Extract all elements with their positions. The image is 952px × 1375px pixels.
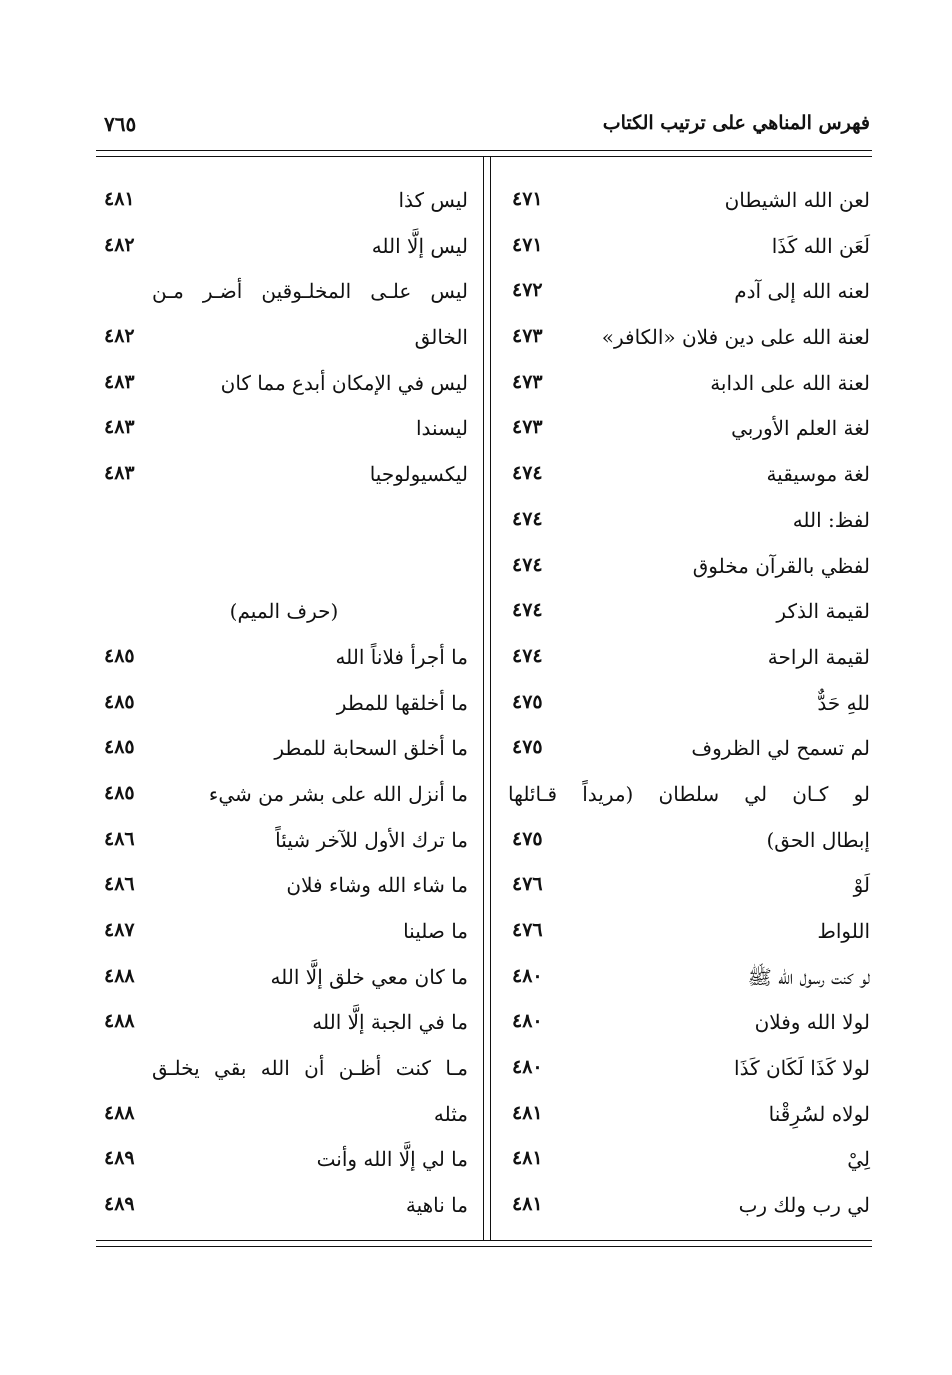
entry-text: ما أخلقها للمطر	[336, 690, 468, 715]
index-entry	[508, 230, 870, 276]
index-entry	[508, 1098, 870, 1144]
index-entry	[508, 1052, 870, 1098]
entry-page-number: ٤٨٢	[104, 325, 135, 348]
entry-text: ما كان معي خلق إلَّا الله	[270, 964, 468, 989]
index-entry	[100, 367, 468, 413]
index-entry	[508, 275, 870, 321]
index-entry	[100, 275, 468, 321]
index-entry	[100, 869, 468, 915]
index-entry	[508, 367, 870, 413]
entry-text: لفظي بالقرآن مخلوق	[692, 553, 870, 578]
entry-text: لغة موسيقية	[766, 462, 870, 487]
index-entry	[100, 778, 468, 824]
entry-page-number: ٤٨٠	[512, 1056, 543, 1079]
index-entry	[100, 1189, 468, 1235]
index-entry	[508, 184, 870, 230]
entry-page-number: ٤٧٣	[512, 416, 543, 439]
index-entry	[100, 1098, 468, 1144]
index-entry	[100, 595, 468, 641]
index-entry	[100, 915, 468, 961]
entry-page-number: ٤٧٤	[512, 599, 543, 622]
entry-page-number: ٤٨٣	[104, 462, 135, 485]
entry-text: لولا كَذَا لَكَان كَذَا	[734, 1056, 870, 1081]
index-entry	[508, 778, 870, 824]
entry-text: اللواط	[817, 919, 870, 943]
index-entry	[100, 732, 468, 778]
entry-page-number: ٤٨٣	[104, 370, 135, 393]
entry-text: ليكسيولوجيا	[369, 462, 468, 487]
entry-text: ليسندا	[415, 416, 468, 441]
entry-text: لغة العلم الأوربي	[731, 416, 870, 441]
section-heading: (حرف الميم)	[229, 599, 339, 624]
entry-page-number: ٤٧١	[512, 188, 543, 210]
index-entry	[508, 687, 870, 733]
entry-page-number: ٤٨٥	[104, 690, 135, 713]
index-entry	[508, 1006, 870, 1052]
entry-text: لفظ: الله	[792, 507, 870, 532]
entry-page-number: ٤٨٩	[104, 1147, 135, 1170]
index-entry	[508, 412, 870, 458]
entry-text: للهِ حَدٌّ	[817, 690, 870, 715]
entry-page-number: ٤٨٠	[512, 1010, 543, 1033]
entry-text: لو كنت رسول الله ﷺ	[747, 964, 870, 989]
entry-text: ما شاء الله وشاء فلان	[286, 873, 468, 898]
running-title: فهرس المناهي على ترتيب الكتاب	[602, 112, 870, 134]
entry-page-number: ٤٨٥	[104, 736, 135, 759]
entry-text: ما أجرأ فلاناً الله	[335, 644, 468, 669]
entry-text: الخالق	[414, 325, 468, 350]
entry-page-number: ٤٨٠	[512, 964, 543, 987]
index-entry	[508, 458, 870, 504]
entry-text: ليس علـى المخلـوقين أضـر مـن	[152, 279, 468, 304]
entry-page-number: ٤٧٤	[512, 644, 543, 667]
index-entry	[100, 550, 468, 596]
index-entry	[508, 961, 870, 1007]
entry-page-number: ٤٧٦	[512, 873, 543, 896]
entry-page-number: ٤٨٨	[104, 1101, 135, 1124]
footer-rule-double	[96, 1246, 872, 1247]
entry-text: ليس كذا	[398, 188, 468, 212]
entry-page-number: ٤٨٨	[104, 1010, 135, 1033]
entry-page-number: ٤٧٤	[512, 507, 543, 530]
entry-text: لقيمة الراحة	[767, 644, 870, 669]
index-entry	[508, 1143, 870, 1189]
entry-text: لَعَن الله كَذَا	[771, 233, 870, 258]
entry-text: لعنه الله إلى آدم	[734, 279, 870, 304]
entry-text: ما ترك الأول للآخر شيئاً	[275, 827, 468, 852]
index-entry	[508, 321, 870, 367]
entry-page-number: ٤٧٥	[512, 827, 543, 850]
entry-page-number: ٤٨١	[512, 1101, 543, 1124]
index-entry	[508, 824, 870, 870]
entry-page-number: ٤٧٦	[512, 919, 543, 941]
entry-page-number: ٤٧٥	[512, 736, 543, 759]
entry-page-number: ٤٨٨	[104, 964, 135, 987]
column-divider-double	[490, 156, 491, 1240]
entry-page-number: ٤٨٣	[104, 416, 135, 439]
entry-text: ليس في الإمكان أبدع مما كان	[220, 370, 468, 395]
entry-text: لعن الله الشيطان	[724, 188, 870, 212]
entry-page-number: ٤٧٥	[512, 690, 543, 713]
entry-page-number: ٤٨٧	[104, 919, 135, 941]
header-rule	[96, 150, 872, 151]
entry-text: لولا الله وفلان	[754, 1010, 870, 1035]
page-number: ٧٦٥	[104, 112, 137, 136]
entry-text: ما صلينا	[403, 919, 468, 943]
index-column-left	[100, 184, 468, 1224]
entry-text: مـا كنت أظـن أن الله بقي يخلـق	[152, 1056, 468, 1081]
entry-text: لولاه لسُرِقْنا	[768, 1101, 870, 1126]
entry-text: مثله	[433, 1101, 468, 1126]
index-entry	[100, 412, 468, 458]
entry-text: لِيْ	[847, 1147, 870, 1172]
entry-text: لَوْ	[853, 873, 870, 898]
index-entry	[100, 1006, 468, 1052]
index-entry	[508, 550, 870, 596]
entry-page-number: ٤٧٤	[512, 553, 543, 576]
index-entry	[100, 458, 468, 504]
index-entry	[508, 732, 870, 778]
index-entry	[100, 641, 468, 687]
index-entry	[100, 230, 468, 276]
entry-text: لو كـان لي سلطان (مريداً قـائلها	[508, 781, 870, 806]
index-entry	[100, 687, 468, 733]
index-entry	[508, 595, 870, 641]
entry-page-number: ٤٨٦	[104, 873, 135, 896]
entry-page-number: ٤٧٢	[512, 279, 543, 302]
entry-page-number: ٤٨٦	[104, 827, 135, 850]
header-rule-double	[96, 156, 872, 157]
entry-page-number: ٤٨١	[512, 1147, 543, 1170]
entry-page-number: ٤٧١	[512, 233, 543, 256]
entry-page-number: ٤٨١	[104, 188, 135, 210]
entry-page-number: ٤٨٥	[104, 644, 135, 667]
entry-text: لعنة الله على الدابة	[710, 370, 870, 395]
entry-text: لم تسمح لي الظروف	[691, 736, 870, 761]
index-entry	[100, 1143, 468, 1189]
entry-text: ليس إلَّا الله	[371, 233, 468, 258]
entry-text: ما ناهية	[405, 1193, 468, 1218]
index-entry	[100, 961, 468, 1007]
entry-page-number: ٤٧٣	[512, 325, 543, 348]
index-entry	[508, 504, 870, 550]
entry-text: لقيمة الذكر	[776, 599, 870, 624]
index-column-right	[508, 184, 870, 1224]
index-entry	[508, 915, 870, 961]
entry-text: ما في الجبة إلَّا الله	[312, 1010, 468, 1035]
entry-text: لي رب ولك رب	[738, 1193, 870, 1218]
entry-text: ما أخلق السحابة للمطر	[274, 736, 468, 761]
index-entry	[100, 184, 468, 230]
entry-page-number: ٤٨٥	[104, 781, 135, 804]
entry-text: ما أنزل الله على بشر من شيء	[208, 781, 468, 806]
entry-text: ما لي إلَّا الله وأنت	[316, 1147, 468, 1172]
index-entry	[508, 869, 870, 915]
footer-rule	[96, 1240, 872, 1241]
entry-page-number: ٤٧٤	[512, 462, 543, 485]
index-entry	[100, 1052, 468, 1098]
index-entry	[100, 824, 468, 870]
entry-text: لعنة الله على دين فلان «الكافر»	[601, 325, 870, 350]
index-entry	[508, 1189, 870, 1235]
entry-text: إبطال الحق)	[766, 827, 870, 852]
index-entry	[100, 504, 468, 550]
column-divider	[483, 156, 484, 1240]
entry-page-number: ٤٧٣	[512, 370, 543, 393]
entry-page-number: ٤٨٢	[104, 233, 135, 256]
entry-page-number: ٤٨٩	[104, 1193, 135, 1216]
index-entry	[508, 641, 870, 687]
index-entry	[100, 321, 468, 367]
page-header	[100, 112, 870, 148]
entry-page-number: ٤٨١	[512, 1193, 543, 1216]
